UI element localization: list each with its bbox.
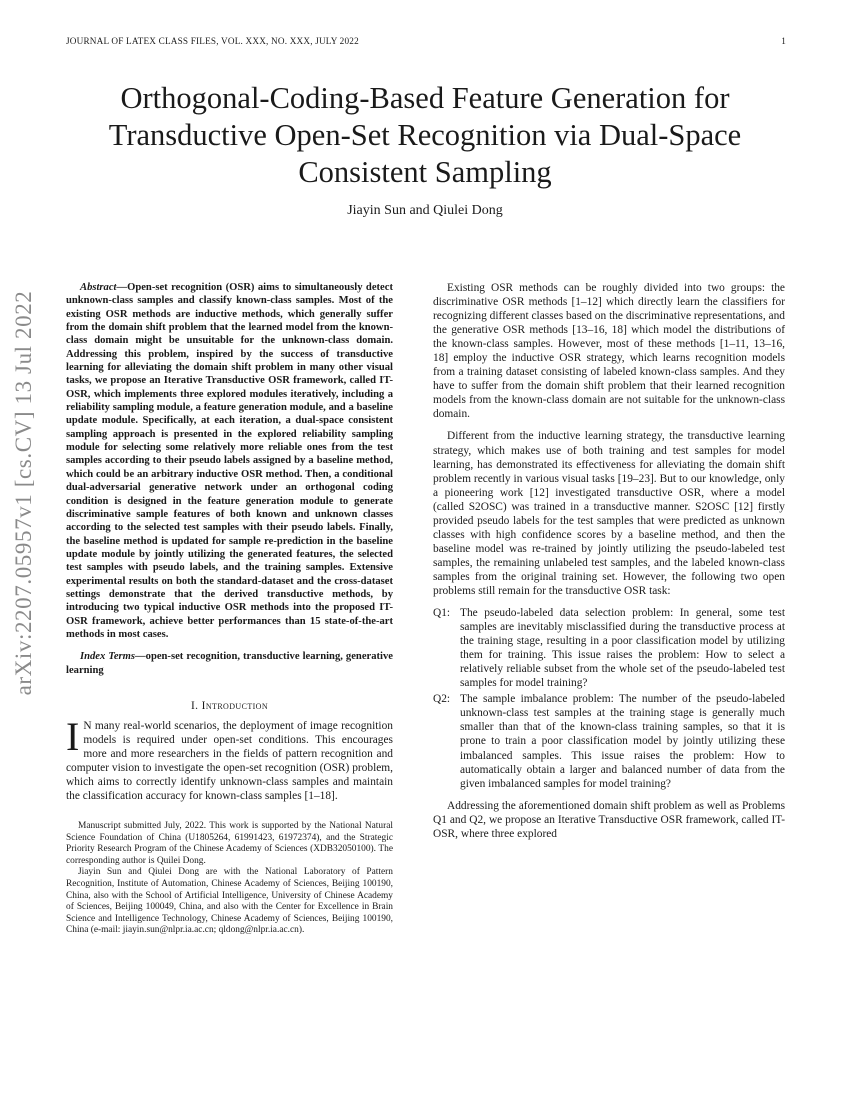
journal-header: JOURNAL OF LATEX CLASS FILES, VOL. XXX, NO. XXX, JULY 2022 — [66, 36, 359, 46]
title-line: Transductive Open-Set Recognition via Dual-Space — [108, 118, 742, 152]
arxiv-sidebar — [2, 283, 46, 703]
problem-label: Q1: — [433, 607, 451, 620]
section-title: Introduction — [201, 699, 269, 712]
abstract-text: —Open-set recognition (OSR) aims to simultaneously detect unknown-class samples and classify known-class samples. Most of the existing OSR methods are inductive methods, which generally suffer from the domain shift problem that the learned model from the known-class domain might be unsuitable for the unknown-class domain. Addressing this problem, inspired by the success of transductive learning for alleviating the domain shift problem in many other visual tasks, we propose an Iterative Transductive OSR framework, called IT-OSR, which implements three explored modules iteratively, including a reliability sampling module, a feature generation module, and a baseline update module. Specifically, at each iteration, a dual-space consistent sampling approach is presented in the explored reliability sampling module for selecting some relatively more reliable ones from the test samples according to their pseudo labels assigned by a baseline method, which could be an arbitrary inductive OSR method. Then, a conditional dual-adversarial generative network under an orthogonal coding condition is designed in the feature generation module to generate discriminative sample features of both known and unknown classes according to the selected test samples with their pseudo labels. Finally, the baseline method is updated for sample re-prediction in the baseline update module by jointly utilizing the generated features, the selected test samples with pseudo labels, and the training samples. Extensive experimental results on both the standard-dataset and the cross-dataset settings demonstrate that the derived transductive methods, by introducing two typical inductive OSR methods into the proposed IT-OSR framework, achieve better performances than 15 state-of-the-art methods in most cases. — [66, 282, 393, 640]
footnotes — [66, 821, 393, 936]
problem-item — [433, 606, 785, 690]
page-number: 1 — [781, 36, 786, 46]
index-terms-label: Index Terms — [80, 651, 136, 663]
abstract-label: Abstract — [80, 282, 117, 293]
running-header — [66, 36, 786, 50]
right-column — [433, 281, 785, 841]
section-heading — [66, 699, 393, 713]
title-line: Orthogonal-Coding-Based Feature Generation for — [120, 81, 730, 115]
problem-text: The sample imbalance problem: The number of the pseudo-labeled unknown-class test samples at the training stage is generally much smaller than that of the known-class training samples, so that it is prone to train a poor classification model by jointly utilizing these imbalanced samples. This issue raises the problem: How to automatically obtain a larger and balanced number of data from the given imbalanced samples for model training? — [460, 693, 785, 790]
abstract — [66, 281, 393, 641]
intro-paragraph — [66, 714, 393, 803]
title-line: Consistent Sampling — [298, 155, 552, 189]
body-paragraph: Existing OSR methods can be roughly divided into two groups: the discriminative OSR methods [1–12] which directly learn the classifiers for recognizing different classes based on the discriminative representations, and the generative OSR methods [13–16, 18] which model the distributions of the known-class samples. However, most of these methods [1–11, 13–16, 18] employ the inductive OSR strategy, which learns recognition models from a training dataset consisting of labeled known-class samples. And they have to suffer from the domain shift problem that their learned recognition models from the known-class domain are not suitable for the unknown-class domain. — [433, 282, 785, 421]
arxiv-id: arXiv:2207.05957v1 [cs.CV] 13 Jul 2022 — [11, 290, 36, 696]
problem-label: Q2: — [433, 693, 451, 706]
paper-title — [60, 80, 790, 191]
intro-text: N many real-world scenarios, the deployment of image recognition models is required under open-set conditions. This encourages more and more researchers in the fields of pattern recognition and computer vision to investigate the open-set recognition (OSR) problem, which aims to correctly identify unknown-class samples and maintain the classification accuracy for known-class samples [1–18]. — [66, 720, 393, 803]
section-number: I. — [190, 699, 199, 712]
body-paragraph: Addressing the aforementioned domain shift problem as well as Problems Q1 and Q2, we propose an Iterative Transductive OSR framework, called IT-OSR, where three explored — [433, 799, 785, 840]
footnote: Jiayin Sun and Qiulei Dong are with the National Laboratory of Pattern Recognition, Institute of Automation, Chinese Academy of Sciences, Beijing 100190, China, also with the School of Artificial Intelligence, University of Chinese Academy of Sciences, Beijing 100049, China, and also with the Center for Excellence in Brain Science and Intelligence Technology, Chinese Academy of Sciences, Beijing 100190, China (e-mail: jiayin.sun@nlpr.ia.ac.cn; qldong@nlpr.ia.ac.cn). — [66, 867, 393, 936]
dropcap: I — [66, 714, 80, 760]
index-terms — [66, 650, 393, 677]
index-terms-text: —open-set recognition, transductive learning, generative learning — [66, 651, 393, 676]
body-paragraph: Different from the inductive learning strategy, the transductive learning strategy, which makes use of both training and test samples for model learning, has demonstrated its effectiveness for alleviating the domain shift problem recently in various visual tasks [19–23]. But to our knowledge, only a pioneering work [12] investigated transductive OSR, where a model (called S2OSC) was trained in a transductive manner. S2OSC [12] firstly provided pseudo labels for the test samples that were predicted as unknown classes with high confidence scores by a baseline method, and then the baseline model was re-trained by jointly utilizing the pseudo-labeled test samples, the remaining unlabeled test samples, and the labeled known-class samples from the original training set. However, the following two open problems still remain for the transductive OSR task: — [433, 430, 785, 597]
authors: Jiayin Sun and Qiulei Dong — [347, 203, 503, 218]
left-column — [66, 281, 393, 937]
footnote: Manuscript submitted July, 2022. This work is supported by the National Natural Science Foundation of China (U1805264, 61991423, 61972374), and the Strategic Priority Research Program of the Chinese Academy of Sciences (XDB32050100). The corresponding author is Quilei Dong. — [66, 821, 393, 866]
problem-text: The pseudo-labeled data selection problem: In general, some test samples are inevitably misclassified during the transductive process at the training stage, resulting in a poor classification model by utilizing them for training. This issue raises the problem: How to select a relatively reliable subset from the whole set of the pseudo-labeled test samples for model training? — [460, 607, 785, 690]
problem-item — [433, 692, 785, 790]
